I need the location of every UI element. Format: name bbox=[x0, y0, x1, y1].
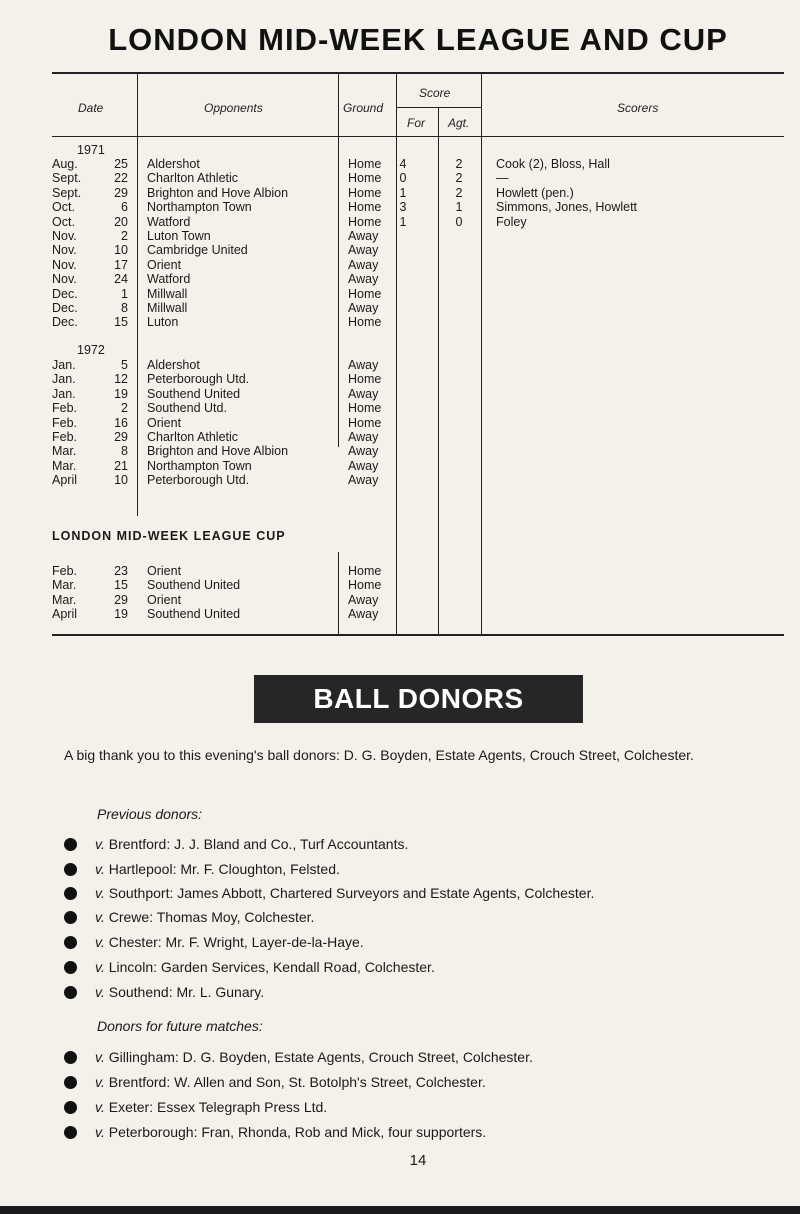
cell-ground: Home bbox=[348, 372, 382, 387]
cell-month: April bbox=[52, 473, 78, 488]
donor-name: : Thomas Moy, Colchester. bbox=[149, 909, 315, 925]
cell-opponent: Brighton and Hove Albion bbox=[147, 444, 289, 459]
cell-day: 10 bbox=[114, 243, 128, 258]
cell-ground: Home bbox=[348, 286, 382, 301]
donor-club: Southend bbox=[108, 984, 169, 1000]
cell-month: Feb. bbox=[52, 415, 78, 430]
versus-label: v. bbox=[95, 885, 105, 901]
cell-day: 29 bbox=[114, 592, 128, 607]
table-top-rule bbox=[52, 72, 784, 74]
table-row bbox=[52, 229, 784, 243]
cell-ground: Home bbox=[348, 415, 382, 430]
versus-label: v. bbox=[95, 1099, 105, 1115]
table-row bbox=[52, 215, 784, 229]
cell-month: Mar. bbox=[52, 592, 77, 607]
donor-club: Southport bbox=[108, 885, 170, 901]
cell-opponent: Millwall bbox=[147, 301, 188, 315]
page-bottom-edge bbox=[0, 1206, 800, 1214]
table-row bbox=[52, 387, 784, 401]
donor-item bbox=[64, 982, 264, 1002]
cell-month: Nov. bbox=[52, 229, 77, 243]
bullet-icon bbox=[64, 936, 77, 949]
cell-for: 4 bbox=[399, 157, 407, 171]
cell-ground: Away bbox=[348, 229, 379, 243]
table-row bbox=[52, 258, 784, 272]
donor-name: : J. J. Bland and Co., Turf Accountants. bbox=[166, 836, 409, 852]
table-row bbox=[52, 272, 784, 286]
table-row bbox=[52, 430, 784, 444]
cell-ground: Home bbox=[348, 578, 382, 593]
table-row bbox=[52, 200, 784, 214]
cell-ground: Away bbox=[348, 301, 379, 315]
table-row bbox=[52, 593, 784, 607]
donor-club: Exeter bbox=[108, 1099, 150, 1115]
cell-ground: Away bbox=[348, 473, 379, 488]
bullet-icon bbox=[64, 887, 77, 900]
donor-name: : Garden Services, Kendall Road, Colchester. bbox=[153, 959, 435, 975]
header-scorers: Scorers bbox=[617, 101, 659, 115]
cell-day: 8 bbox=[121, 444, 128, 459]
cell-scorers: — bbox=[496, 171, 509, 186]
cell-day: 12 bbox=[114, 372, 128, 387]
cell-ground: Away bbox=[348, 444, 379, 459]
donor-item bbox=[64, 1122, 486, 1142]
cell-day: 1 bbox=[121, 286, 128, 301]
cell-month: Dec. bbox=[52, 315, 78, 330]
future-donors-label: Donors for future matches: bbox=[97, 1018, 263, 1034]
table-row bbox=[52, 564, 784, 578]
donor-club: Brentford bbox=[108, 1074, 167, 1090]
cell-for: 1 bbox=[399, 185, 407, 200]
bullet-icon bbox=[64, 838, 77, 851]
donor-club: Brentford bbox=[108, 836, 167, 852]
bullet-icon bbox=[64, 1051, 77, 1064]
header-bottom-rule bbox=[52, 136, 784, 137]
donor-item bbox=[64, 1047, 533, 1067]
cell-agt: 2 bbox=[455, 185, 463, 200]
table-row bbox=[52, 416, 784, 430]
donor-club: Crewe bbox=[108, 909, 150, 925]
cell-day: 19 bbox=[114, 607, 128, 622]
cell-day: 2 bbox=[121, 401, 128, 416]
cell-day: 29 bbox=[114, 185, 128, 200]
donor-item bbox=[64, 834, 408, 854]
cell-month: Dec. bbox=[52, 301, 78, 315]
cell-ground: Home bbox=[348, 185, 382, 200]
cell-month: Nov. bbox=[52, 272, 77, 287]
header-ground: Ground bbox=[343, 101, 384, 115]
cell-ground: Away bbox=[348, 607, 379, 622]
cell-month: April bbox=[52, 607, 78, 622]
cell-agt: 1 bbox=[455, 200, 463, 215]
cell-day: 24 bbox=[114, 272, 128, 287]
cell-scorers: Foley bbox=[496, 214, 527, 229]
cell-opponent: Aldershot bbox=[147, 157, 200, 171]
cell-opponent: Cambridge United bbox=[147, 243, 248, 258]
cell-month: Oct. bbox=[52, 200, 75, 215]
header-opponents: Opponents bbox=[204, 101, 263, 115]
ball-donors-banner: BALL DONORS bbox=[254, 675, 583, 723]
cell-ground: Home bbox=[348, 157, 382, 171]
cell-day: 10 bbox=[114, 473, 128, 488]
cell-scorers: Simmons, Jones, Howlett bbox=[496, 200, 638, 215]
cell-opponent: Luton Town bbox=[147, 229, 211, 243]
cell-opponent: Brighton and Hove Albion bbox=[147, 185, 289, 200]
cell-month: Jan. bbox=[52, 372, 76, 387]
table-bottom-rule bbox=[52, 634, 784, 636]
cell-month: Oct. bbox=[52, 214, 75, 229]
versus-label: v. bbox=[95, 1074, 105, 1090]
cell-day: 6 bbox=[121, 200, 128, 215]
bullet-icon bbox=[64, 1101, 77, 1114]
bullet-icon bbox=[64, 961, 77, 974]
year-label-1972: 1972 bbox=[77, 343, 105, 357]
header-for: For bbox=[407, 116, 425, 130]
versus-label: v. bbox=[95, 861, 105, 877]
donor-item bbox=[64, 859, 340, 879]
donor-club: Peterborough bbox=[108, 1124, 194, 1140]
fixtures-table bbox=[52, 72, 784, 636]
cell-month: Mar. bbox=[52, 458, 77, 473]
cell-opponent: Orient bbox=[147, 592, 182, 607]
cell-opponent: Charlton Athletic bbox=[147, 430, 239, 444]
donor-item bbox=[64, 1072, 486, 1092]
cell-month: Sept. bbox=[52, 171, 82, 186]
donor-name: : Fran, Rhonda, Rob and Mick, four supporters. bbox=[193, 1124, 487, 1140]
cell-month: Feb. bbox=[52, 564, 78, 578]
versus-label: v. bbox=[95, 909, 105, 925]
donor-item bbox=[64, 932, 364, 952]
cell-opponent: Southend Utd. bbox=[147, 401, 227, 416]
table-row bbox=[52, 607, 784, 621]
versus-label: v. bbox=[95, 836, 105, 852]
page-title: LONDON MID-WEEK LEAGUE AND CUP bbox=[108, 22, 728, 57]
donor-club: Chester bbox=[108, 934, 158, 950]
cell-opponent: Charlton Athletic bbox=[147, 171, 239, 186]
page-number: 14 bbox=[409, 1152, 427, 1169]
table-row bbox=[52, 372, 784, 386]
cell-scorers: Howlett (pen.) bbox=[496, 185, 574, 200]
table-row bbox=[52, 444, 784, 458]
cell-day: 25 bbox=[114, 157, 128, 171]
cell-opponent: Northampton Town bbox=[147, 458, 252, 473]
cell-ground: Home bbox=[348, 171, 382, 186]
cell-scorers: Cook (2), Bloss, Hall bbox=[496, 157, 610, 171]
cell-ground: Home bbox=[348, 214, 382, 229]
bullet-icon bbox=[64, 911, 77, 924]
donor-item bbox=[64, 1097, 327, 1117]
table-row bbox=[52, 186, 784, 200]
donor-club: Gillingham bbox=[108, 1049, 175, 1065]
cell-opponent: Peterborough Utd. bbox=[147, 372, 250, 387]
cell-month: Mar. bbox=[52, 578, 77, 593]
cell-ground: Away bbox=[348, 430, 379, 444]
cell-day: 22 bbox=[114, 171, 128, 186]
cell-opponent: Luton bbox=[147, 315, 179, 330]
cup-heading: LONDON MID-WEEK LEAGUE CUP bbox=[52, 529, 286, 543]
cell-opponent: Southend United bbox=[147, 607, 241, 622]
cell-opponent: Southend United bbox=[147, 386, 241, 401]
cell-agt: 2 bbox=[455, 157, 463, 171]
cell-ground: Home bbox=[348, 401, 382, 416]
bullet-icon bbox=[64, 1126, 77, 1139]
cell-day: 20 bbox=[114, 214, 128, 229]
cell-month: Nov. bbox=[52, 257, 77, 272]
header-date: Date bbox=[78, 101, 104, 115]
versus-label: v. bbox=[95, 934, 105, 950]
cell-month: Jan. bbox=[52, 386, 76, 401]
cell-ground: Away bbox=[348, 257, 379, 272]
cell-opponent: Orient bbox=[147, 564, 182, 578]
header-score: Score bbox=[419, 86, 451, 100]
cell-ground: Home bbox=[348, 564, 382, 578]
cell-day: 29 bbox=[114, 430, 128, 444]
cell-day: 16 bbox=[114, 415, 128, 430]
cell-month: Nov. bbox=[52, 243, 77, 258]
cell-opponent: Millwall bbox=[147, 286, 188, 301]
cell-opponent: Orient bbox=[147, 415, 182, 430]
donor-club: Hartlepool bbox=[108, 861, 173, 877]
donor-name: : James Abbott, Chartered Surveyors and Estate Agents, Colchester. bbox=[169, 885, 595, 901]
cell-month: Feb. bbox=[52, 401, 78, 416]
cell-day: 5 bbox=[121, 358, 128, 372]
cell-day: 15 bbox=[114, 315, 128, 330]
cell-opponent: Orient bbox=[147, 257, 182, 272]
header-agt: Agt. bbox=[448, 116, 470, 130]
cell-month: Dec. bbox=[52, 286, 78, 301]
cell-ground: Home bbox=[348, 200, 382, 215]
versus-label: v. bbox=[95, 984, 105, 1000]
cell-opponent: Watford bbox=[147, 272, 191, 287]
donor-item bbox=[64, 907, 314, 927]
table-row bbox=[52, 301, 784, 315]
cell-month: Mar. bbox=[52, 444, 77, 459]
cell-day: 23 bbox=[114, 564, 128, 578]
cell-day: 2 bbox=[121, 229, 128, 243]
cell-agt: 2 bbox=[455, 171, 463, 186]
cell-day: 21 bbox=[114, 458, 128, 473]
table-row bbox=[52, 578, 784, 592]
donor-item bbox=[64, 957, 435, 977]
table-row bbox=[52, 401, 784, 415]
cell-for: 3 bbox=[399, 200, 407, 215]
cell-ground: Away bbox=[348, 243, 379, 258]
cell-opponent: Northampton Town bbox=[147, 200, 252, 215]
cell-ground: Away bbox=[348, 358, 379, 372]
cell-day: 17 bbox=[114, 257, 128, 272]
cell-for: 0 bbox=[399, 171, 407, 186]
versus-label: v. bbox=[95, 1049, 105, 1065]
cell-ground: Away bbox=[348, 592, 379, 607]
donor-name: : D. G. Boyden, Estate Agents, Crouch Street, Colchester. bbox=[174, 1049, 533, 1065]
cell-day: 8 bbox=[121, 301, 128, 315]
cell-day: 15 bbox=[114, 578, 128, 593]
versus-label: v. bbox=[95, 1124, 105, 1140]
table-row bbox=[52, 171, 784, 185]
cell-for: 1 bbox=[399, 214, 407, 229]
donor-name: : Essex Telegraph Press Ltd. bbox=[149, 1099, 328, 1115]
cell-opponent: Aldershot bbox=[147, 358, 200, 372]
cell-opponent: Watford bbox=[147, 214, 191, 229]
table-row bbox=[52, 473, 784, 487]
table-row bbox=[52, 287, 784, 301]
donor-club: Lincoln bbox=[108, 959, 154, 975]
previous-donors-label: Previous donors: bbox=[97, 806, 203, 822]
donors-intro: A big thank you to this evening's ball donors: D. G. Boyden, Estate Agents, Crouch Street, Colchester. bbox=[64, 747, 694, 763]
cell-month: Jan. bbox=[52, 358, 76, 372]
table-row bbox=[52, 315, 784, 329]
cell-ground: Away bbox=[348, 458, 379, 473]
donor-item bbox=[64, 883, 594, 903]
table-row bbox=[52, 157, 784, 171]
table-row bbox=[52, 243, 784, 257]
cell-month: Feb. bbox=[52, 430, 78, 444]
donor-name: : Mr. F. Cloughton, Felsted. bbox=[172, 861, 340, 877]
donor-name: : Mr. F. Wright, Layer-de-la-Haye. bbox=[157, 934, 364, 950]
cell-month: Sept. bbox=[52, 185, 82, 200]
table-row bbox=[52, 358, 784, 372]
cell-ground: Away bbox=[348, 272, 379, 287]
cell-month: Aug. bbox=[52, 157, 78, 171]
cell-ground: Home bbox=[348, 315, 382, 330]
year-label-1971: 1971 bbox=[77, 143, 105, 157]
cell-opponent: Peterborough Utd. bbox=[147, 473, 250, 488]
bullet-icon bbox=[64, 863, 77, 876]
versus-label: v. bbox=[95, 959, 105, 975]
cell-day: 19 bbox=[114, 386, 128, 401]
bullet-icon bbox=[64, 1076, 77, 1089]
cell-opponent: Southend United bbox=[147, 578, 241, 593]
table-row bbox=[52, 459, 784, 473]
cell-ground: Away bbox=[348, 386, 379, 401]
bullet-icon bbox=[64, 986, 77, 999]
donor-name: : W. Allen and Son, St. Botolph's Street, Colchester. bbox=[166, 1074, 486, 1090]
donor-name: : Mr. L. Gunary. bbox=[168, 984, 265, 1000]
cell-agt: 0 bbox=[455, 214, 463, 229]
